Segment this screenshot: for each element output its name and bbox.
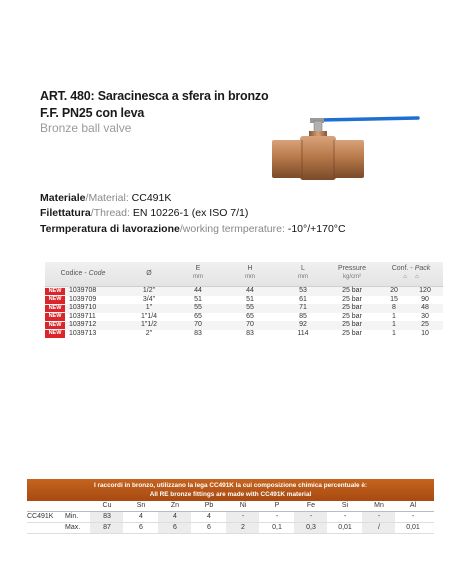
composition-value: 4 [173, 513, 177, 520]
product-cell-c1: 20 [390, 287, 398, 294]
element-header: Cu [102, 502, 112, 509]
header-diameter: Ø [146, 270, 152, 277]
header-code: Codice - Code [60, 270, 106, 277]
product-cell-p: 25 bar [342, 312, 362, 320]
product-row [45, 296, 443, 305]
composition-value: 6 [139, 524, 143, 531]
composition-value: 4 [139, 513, 143, 520]
new-badge: NEW [45, 322, 65, 330]
product-cell-H: 83 [246, 329, 254, 337]
header-L: L mm [298, 265, 308, 280]
product-cell-p: 25 bar [342, 304, 362, 311]
product-cell-d: 1"1/2 [140, 321, 158, 328]
product-code: 1039710 [69, 304, 97, 311]
composition-value: 83 [103, 513, 111, 520]
product-cell-E: 55 [194, 304, 202, 311]
composition-value: - [275, 513, 279, 520]
composition-min-row [27, 512, 434, 523]
composition-value: 0,1 [272, 524, 282, 531]
product-cell-L: 114 [297, 329, 309, 337]
product-row [45, 330, 443, 339]
spec-thread: Filettatura/Thread: EN 10226-1 (ex ISO 7/1) [40, 207, 249, 219]
product-cell-c1: 1 [392, 312, 396, 320]
product-table-header [45, 262, 443, 287]
product-code: 1039713 [69, 329, 97, 337]
product-cell-c2: 25 [421, 321, 429, 328]
product-cell-c2: 90 [421, 295, 429, 303]
subtitle-english: Bronze ball valve [40, 121, 132, 135]
alloy-label: CC491K [27, 513, 54, 520]
spec-temperature-label-en: working termperature [182, 223, 282, 235]
composition-value: 4 [207, 513, 211, 520]
composition-body [27, 501, 434, 534]
bronze-ball-valve-image [270, 112, 420, 182]
composition-value: - [343, 513, 347, 520]
spec-thread-value: EN 10226-1 (ex ISO 7/1) [132, 207, 249, 219]
product-cell-c2: 120 [419, 287, 431, 294]
composition-value: - [309, 513, 313, 520]
product-cell-L: 85 [299, 312, 307, 320]
composition-value: - [241, 513, 245, 520]
product-cell-c1: 8 [392, 304, 396, 311]
product-cell-d: 3/4" [142, 295, 156, 303]
composition-value: 6 [207, 524, 211, 531]
product-cell-d: 2" [145, 329, 153, 337]
product-code: 1039708 [69, 287, 97, 294]
article-title [40, 88, 268, 122]
product-cell-d: 1/2" [142, 287, 156, 294]
product-table [45, 262, 443, 338]
spec-material-label: Materiale [40, 192, 86, 204]
element-header: Zn [170, 502, 180, 509]
composition-value: 87 [103, 524, 111, 531]
title-line-1: ART. 480: Saracinesca a sfera in bronzo [40, 89, 269, 103]
product-cell-d: 1"1/4 [140, 312, 158, 320]
spec-thread-label: Filettatura [40, 207, 91, 219]
new-badge: NEW [45, 330, 65, 338]
product-cell-c2: 10 [421, 329, 429, 337]
composition-value: 2 [241, 524, 245, 531]
spec-temperature-label: Termperatura di lavorazione [40, 223, 180, 235]
product-cell-H: 70 [246, 321, 254, 328]
product-cell-c1: 15 [390, 295, 398, 303]
product-cell-E: 70 [194, 321, 202, 328]
element-header: Fe [306, 502, 316, 509]
composition-table [27, 479, 434, 534]
element-header: Al [409, 502, 417, 509]
spec-material: Materiale/Material: CC491K [40, 192, 172, 204]
product-cell-E: 65 [194, 312, 202, 320]
product-cell-p: 25 bar [342, 321, 362, 328]
product-cell-p: 25 bar [342, 295, 362, 303]
product-code: 1039709 [69, 295, 97, 303]
title-line-2: F.F. PN25 con leva [40, 106, 145, 120]
element-header: Mn [374, 502, 384, 509]
product-cell-d: 1" [145, 304, 153, 311]
row-label: Min. [65, 513, 79, 520]
composition-value: 6 [173, 524, 177, 531]
product-cell-E: 44 [194, 287, 202, 294]
element-header: Sn [136, 502, 146, 509]
new-badge: NEW [45, 296, 65, 304]
spec-material-value: CC491K [131, 192, 172, 204]
product-row [45, 287, 443, 296]
product-cell-p: 25 bar [342, 287, 362, 294]
product-cell-E: 83 [194, 329, 202, 337]
product-cell-c2: 48 [421, 304, 429, 311]
spec-temperature-value: -10°/+170°C [287, 223, 346, 235]
banner-text-it: I raccordi in bronzo, utilizzano la lega CC491K la cui composizione chimica percentuale è: [93, 482, 368, 489]
element-header: Ni [239, 502, 247, 509]
product-code: 1039712 [69, 321, 97, 328]
product-cell-L: 92 [299, 321, 307, 328]
composition-banner [27, 479, 434, 501]
product-cell-L: 71 [299, 304, 307, 311]
new-badge: NEW [45, 305, 65, 313]
header-E: E mm [193, 265, 203, 280]
spec-material-label-en: Material [88, 192, 126, 204]
element-header: Si [341, 502, 349, 509]
product-cell-L: 61 [299, 295, 307, 303]
product-cell-H: 65 [246, 312, 254, 320]
spec-thread-label-en: Thread [93, 207, 127, 219]
product-cell-c1: 1 [392, 321, 396, 328]
product-cell-H: 44 [246, 287, 254, 294]
product-cell-c1: 1 [392, 329, 396, 337]
product-cell-L: 53 [299, 287, 307, 294]
composition-value: - [411, 513, 415, 520]
product-cell-c2: 30 [421, 312, 429, 320]
composition-value: / [378, 524, 380, 531]
spec-temperature: Termperatura di lavorazione/working termperature: -10°/+170°C [40, 223, 346, 235]
banner-text-en: All RE bronze fittings are made with CC491K material [149, 491, 312, 498]
product-row [45, 313, 443, 322]
product-cell-H: 51 [246, 295, 254, 303]
product-row [45, 304, 443, 313]
product-cell-p: 25 bar [342, 329, 362, 337]
product-cell-H: 55 [246, 304, 254, 311]
header-pressure: Pressure kg/cm² [337, 265, 366, 280]
product-table-body [45, 287, 443, 338]
element-header: P [274, 502, 280, 509]
composition-max-row [27, 523, 434, 534]
composition-value: 0,3 [306, 524, 316, 531]
product-row [45, 321, 443, 330]
product-code: 1039711 [69, 312, 96, 320]
product-cell-E: 51 [194, 295, 202, 303]
header-H: H mm [245, 265, 255, 280]
composition-header-row [27, 501, 434, 512]
element-header: Pb [204, 502, 214, 509]
composition-value: - [377, 513, 381, 520]
new-badge: NEW [45, 313, 65, 321]
composition-value: 0,01 [338, 524, 352, 531]
header-conf-pack: Conf. - Pack ⌂ ⌂ [391, 265, 431, 280]
new-badge: NEW [45, 288, 65, 296]
row-label: Max. [65, 524, 81, 531]
composition-value: 0,01 [406, 524, 420, 531]
